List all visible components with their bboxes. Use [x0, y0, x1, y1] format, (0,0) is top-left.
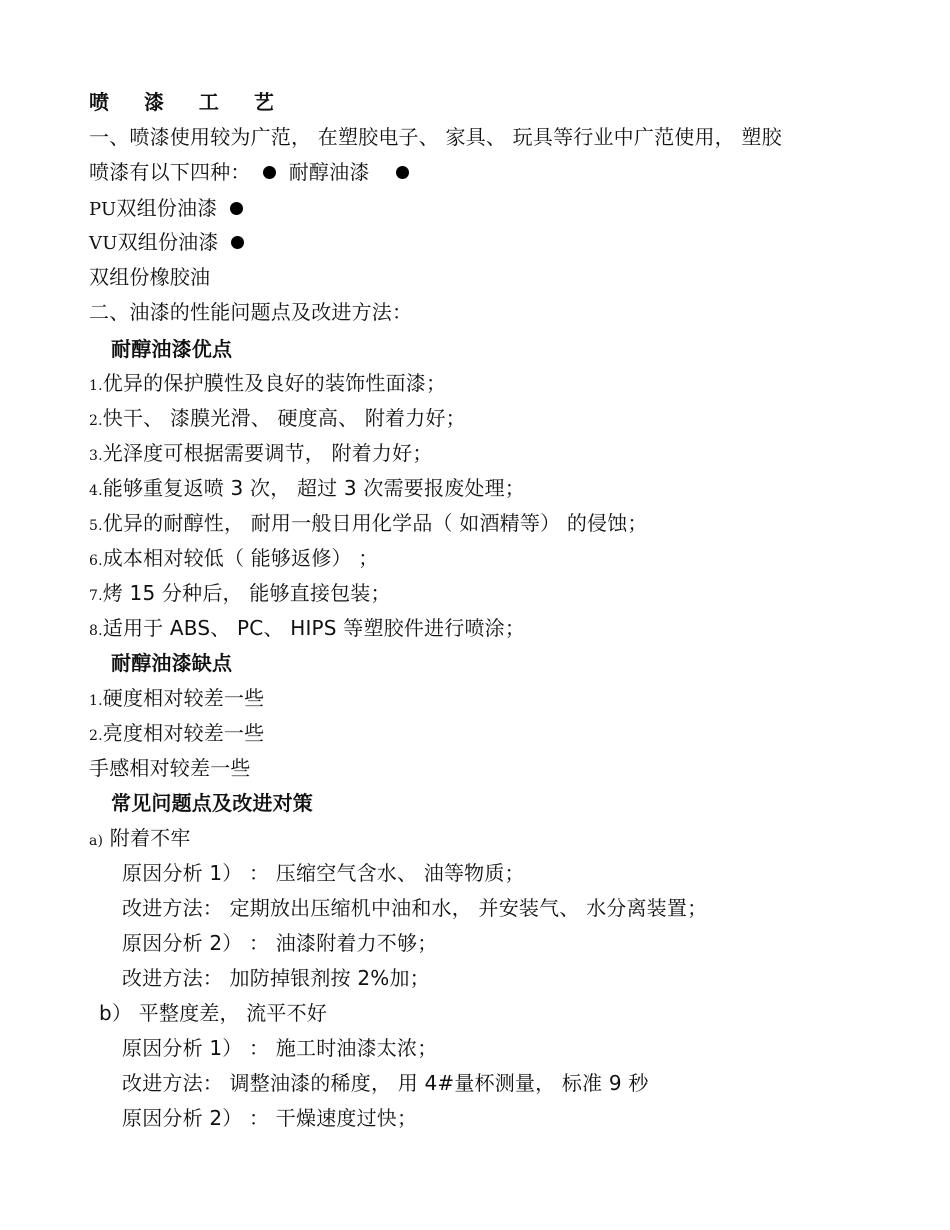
- advantages-title: 耐醇油漆优点: [111, 337, 233, 361]
- paint-type-vu-prefix: VU: [89, 233, 118, 254]
- list-item: 5.优异的耐醇性， 耐用一般日用化学品（ 如酒精等） 的侵蚀；: [89, 511, 648, 535]
- issue-a-heading: a) 附着不牢: [89, 826, 191, 850]
- list-item: 7.烤 15 分种后， 能够直接包装；: [89, 581, 391, 605]
- paint-type-alcohol: 耐醇油漆: [288, 160, 370, 184]
- paint-type-vu: [89, 229, 250, 257]
- common-issues-title: 常见问题点及改进对策: [111, 791, 313, 815]
- list-item: 改进方法： 定期放出压缩机中油和水， 并安装气、 水分离装置；: [122, 896, 708, 920]
- paint-type-pu: [89, 195, 249, 223]
- list-item: 原因分析 1） ： 压缩空气含水、 油等物质；: [122, 861, 525, 885]
- list-item: 1.硬度相对较差一些: [89, 686, 265, 710]
- list-item: 原因分析 2） ： 干燥速度过快；: [122, 1106, 418, 1130]
- list-item: 改进方法： 加防掉银剂按 2%加；: [122, 966, 430, 990]
- paint-type-vu-text: 双组份油漆: [117, 230, 219, 254]
- paint-type-rubber: 双组份橡胶油: [89, 265, 211, 289]
- list-item: 6.成本相对较低（ 能够返修） ；: [89, 546, 379, 570]
- list-item: 3.光泽度可根据需要调节， 附着力好；: [89, 441, 433, 465]
- disadvantages-title: 耐醇油漆缺点: [111, 651, 233, 675]
- list-item: 2.快干、 漆膜光滑、 硬度高、 附着力好；: [89, 406, 466, 430]
- section-1-line-2: [89, 159, 415, 185]
- disadvantage-extra: 手感相对较差一些: [89, 756, 251, 780]
- paint-type-pu-text: 双组份油漆: [116, 196, 218, 220]
- list-item: 改进方法： 调整油漆的稀度， 用 4#量杯测量， 标准 9 秒: [122, 1071, 649, 1095]
- issue-b-heading: b） 平整度差， 流平不好: [99, 1001, 328, 1025]
- list-item: 1.优异的保护膜性及良好的装饰性面漆；: [89, 371, 447, 395]
- list-item: 8.适用于 ABS、 PC、 HIPS 等塑胶件进行喷涂；: [89, 616, 526, 640]
- list-item: 原因分析 2） ： 油漆附着力不够；: [122, 931, 438, 955]
- bullet-icon: [396, 166, 409, 179]
- bullet-icon: [231, 236, 244, 249]
- section-1-line-2-text: 喷漆有以下四种：: [89, 160, 251, 184]
- section-1-line-1: 一、喷漆使用较为广范， 在塑胶电子、 家具、 玩具等行业中广范使用， 塑胶: [89, 125, 782, 149]
- document-title: 喷 漆 工 艺: [89, 90, 288, 114]
- bullet-icon: [230, 202, 243, 215]
- list-item: 2.亮度相对较差一些: [89, 721, 265, 745]
- bullet-icon: [263, 166, 276, 179]
- list-item: 4.能够重复返喷 3 次， 超过 3 次需要报废处理；: [89, 476, 526, 500]
- section-2-heading: 二、油漆的性能问题点及改进方法：: [89, 300, 413, 324]
- list-item: 原因分析 1） ： 施工时油漆太浓；: [122, 1036, 438, 1060]
- paint-type-pu-prefix: PU: [89, 199, 117, 220]
